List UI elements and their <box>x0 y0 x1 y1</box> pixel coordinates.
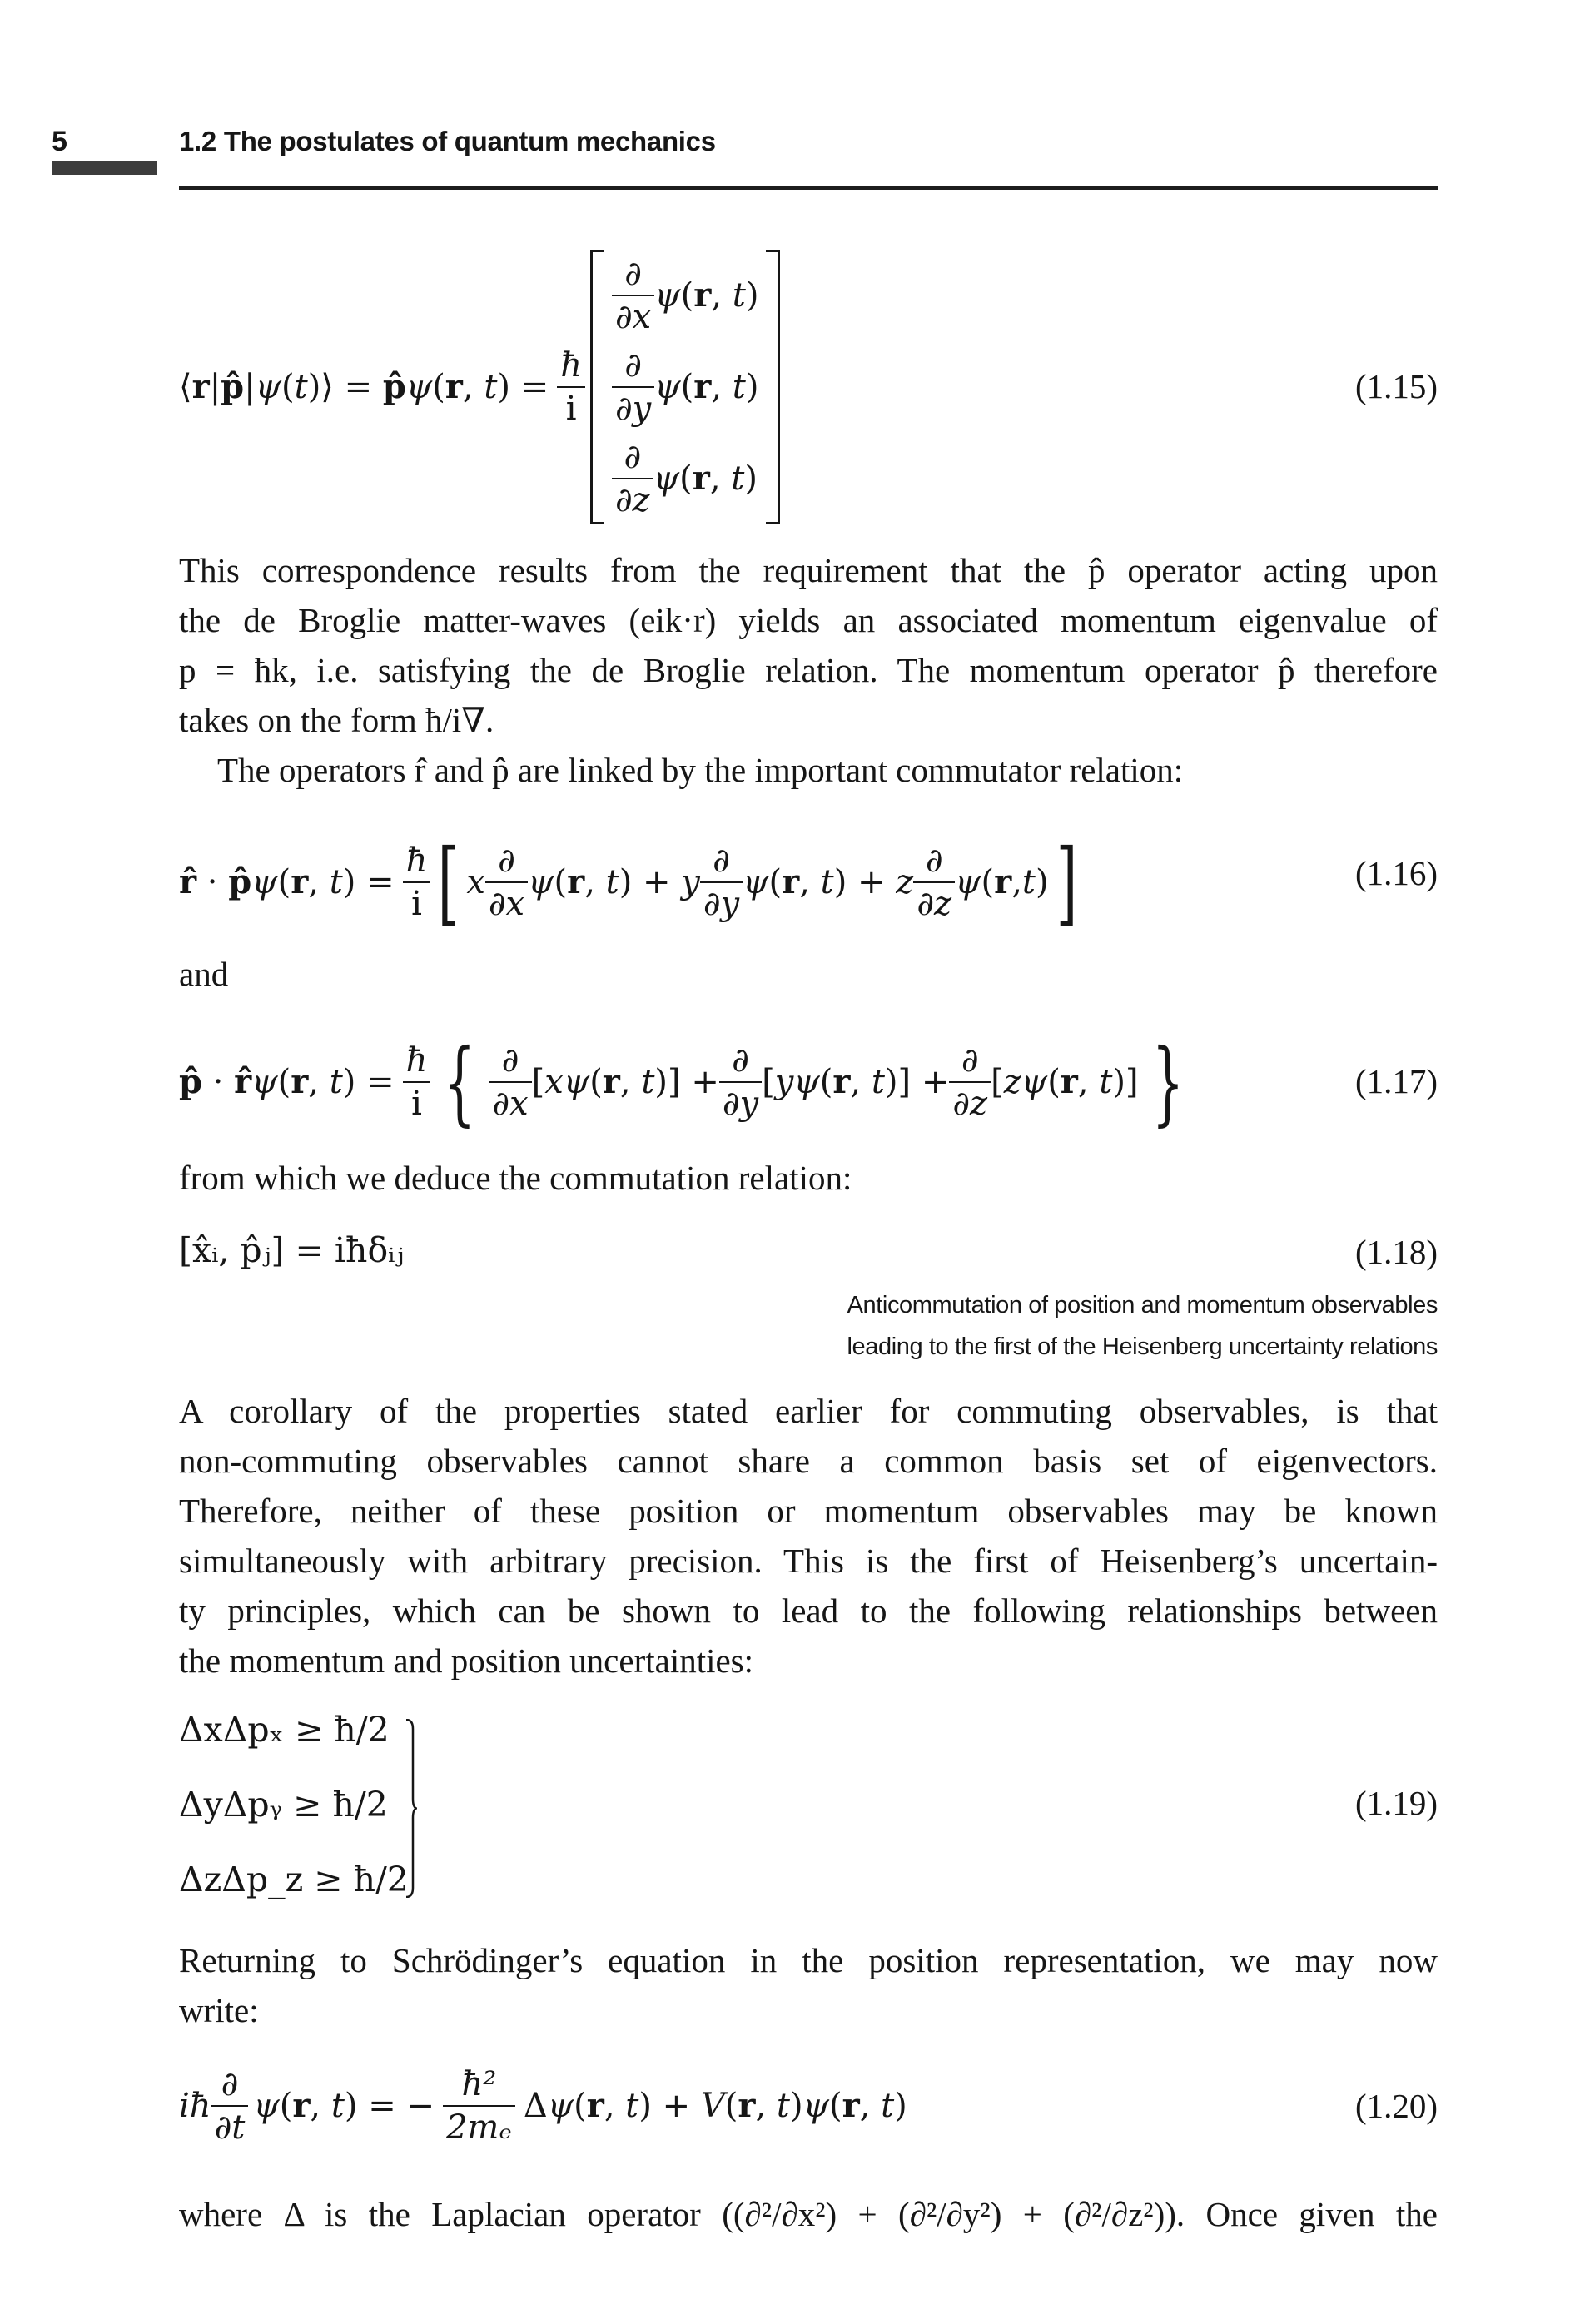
header-rule <box>179 186 1438 190</box>
margin-note <box>847 1284 1438 1368</box>
eq115-column-vector <box>590 250 780 524</box>
eq115-lhs: ⟨r|p̂|ψ(t)⟩ = p̂ψ(r, t) = <box>179 367 549 406</box>
eq115-hbar-over-i: $\frac{ħ}{i}$ <box>557 348 585 426</box>
text-line: simultaneously with arbitrary precision. This is the first of Heisenberg’s uncertain- <box>179 1542 1438 1580</box>
equation-1-16: r̂ · p̂ψ(r, t) = $\frac{ħ}{i}$ [ x $\frac{\partial}{\partial x}$ ψ(r, t) + y $\frac{\partial}{\partial y}$ ψ(r, t) + z $\frac{\partial}{\partial z}$ ψ(r,t) ] <box>179 829 1077 936</box>
text-line: non-commuting observables cannot share a common basis set of eigenvectors. <box>179 1442 1438 1480</box>
paragraph-laplacian <box>179 2189 1438 2239</box>
equation-number-1-20: (1.20) <box>1354 2087 1438 2125</box>
text-line: from which we deduce the commutation relation: <box>179 1159 852 1197</box>
text-line: where Δ is the Laplacian operator ((∂²/∂x²) + (∂²/∂y²) + (∂²/∂z²)). Once given the <box>179 2195 1438 2233</box>
equation-number-1-17: (1.17) <box>1354 1062 1438 1100</box>
equation-number-1-19: (1.19) <box>1354 1784 1438 1822</box>
eq115-row-x: $\frac{\partial}{\partial x}$ ψ(r, t) <box>612 250 758 341</box>
equation-number-1-15: (1.15) <box>1354 367 1438 405</box>
margin-note-line: Anticommutation of position and momentum observables <box>847 1292 1438 1318</box>
equation-1-18: [x̂ᵢ, p̂ⱼ] = iħδᵢⱼ <box>179 1230 405 1270</box>
paragraph-commutator-intro <box>179 745 1438 795</box>
text-line: This correspondence results from the requirement that the p̂ operator acting upon <box>179 551 1438 589</box>
equation-number-1-18: (1.18) <box>1354 1233 1438 1271</box>
page-number-bar <box>52 161 157 175</box>
uncertainty-y: ΔyΔpᵧ ≥ ħ/2 <box>179 1785 388 1825</box>
uncertainty-x: ΔxΔpₓ ≥ ħ/2 <box>179 1710 390 1750</box>
text-line: p = ħk, i.e. satisfying the de Broglie relation. The momentum operator p̂ therefore <box>179 651 1438 689</box>
paragraph-deduce <box>179 1153 1438 1203</box>
paragraph-corollary <box>179 1386 1438 1686</box>
text-line: The operators r̂ and p̂ are linked by the important commutator relation: <box>217 751 1184 789</box>
text-line: the de Broglie matter-waves (eik·r) yields an associated momentum eigenvalue of <box>179 601 1438 639</box>
uncertainty-z: ΔzΔp_z ≥ ħ/2 <box>179 1860 409 1899</box>
eq115-row-y: $\frac{\partial}{\partial y}$ ψ(r, t) <box>612 341 758 433</box>
paragraph-and <box>179 949 1438 999</box>
text-line: Therefore, neither of these position or momentum observables may be known <box>179 1492 1438 1530</box>
text-line: A corollary of the properties stated earlier for commuting observables, is that <box>179 1392 1438 1430</box>
text-line: ty principles, which can be shown to lead to the following relationships between <box>179 1592 1438 1630</box>
equation-1-19 <box>179 1710 409 1913</box>
eq117-lhs: p̂ · r̂ψ(r, t) = <box>179 1062 395 1101</box>
text-line: write: <box>179 1991 259 2029</box>
eq115-row-z: $\frac{\partial}{\partial z}$ ψ(r, t) <box>612 433 758 524</box>
text-line: takes on the form ħ/i∇. <box>179 701 494 739</box>
equation-number-1-16: (1.16) <box>1354 854 1438 892</box>
right-brace <box>405 1719 417 1898</box>
paragraph-momentum-correspondence <box>179 545 1438 745</box>
equation-1-17: p̂ · r̂ψ(r, t) = $\frac{ħ}{i}$ { $\frac{\partial}{\partial x}$ [xψ(r, t)] + $\frac{\partial}{\partial y}$ [yψ(r, t)] + $\frac{\partial}{\partial z}$ [zψ(r, t)] } <box>179 1029 1184 1135</box>
eq116-lhs: r̂ · p̂ψ(r, t) = <box>179 862 395 901</box>
equation-1-15 <box>179 237 780 537</box>
paragraph-schrodinger <box>179 1935 1438 2035</box>
page-number: 5 <box>52 126 67 157</box>
text-line: and <box>179 955 229 993</box>
running-head: 1.2 The postulates of quantum mechanics <box>179 126 716 156</box>
text-line: the momentum and position uncertainties: <box>179 1641 754 1680</box>
margin-note-line: leading to the first of the Heisenberg uncertainty relations <box>847 1333 1438 1360</box>
equation-1-20: iħ $\frac{\partial}{\partial t}$ ψ(r, t) = − $\frac{\text{ħ²}}{\text{2mₑ}}$ Δψ(r, t) + V(r, t)ψ(r, t) <box>179 2065 907 2147</box>
text-line: Returning to Schrödinger’s equation in the position representation, we may now <box>179 1941 1438 1979</box>
